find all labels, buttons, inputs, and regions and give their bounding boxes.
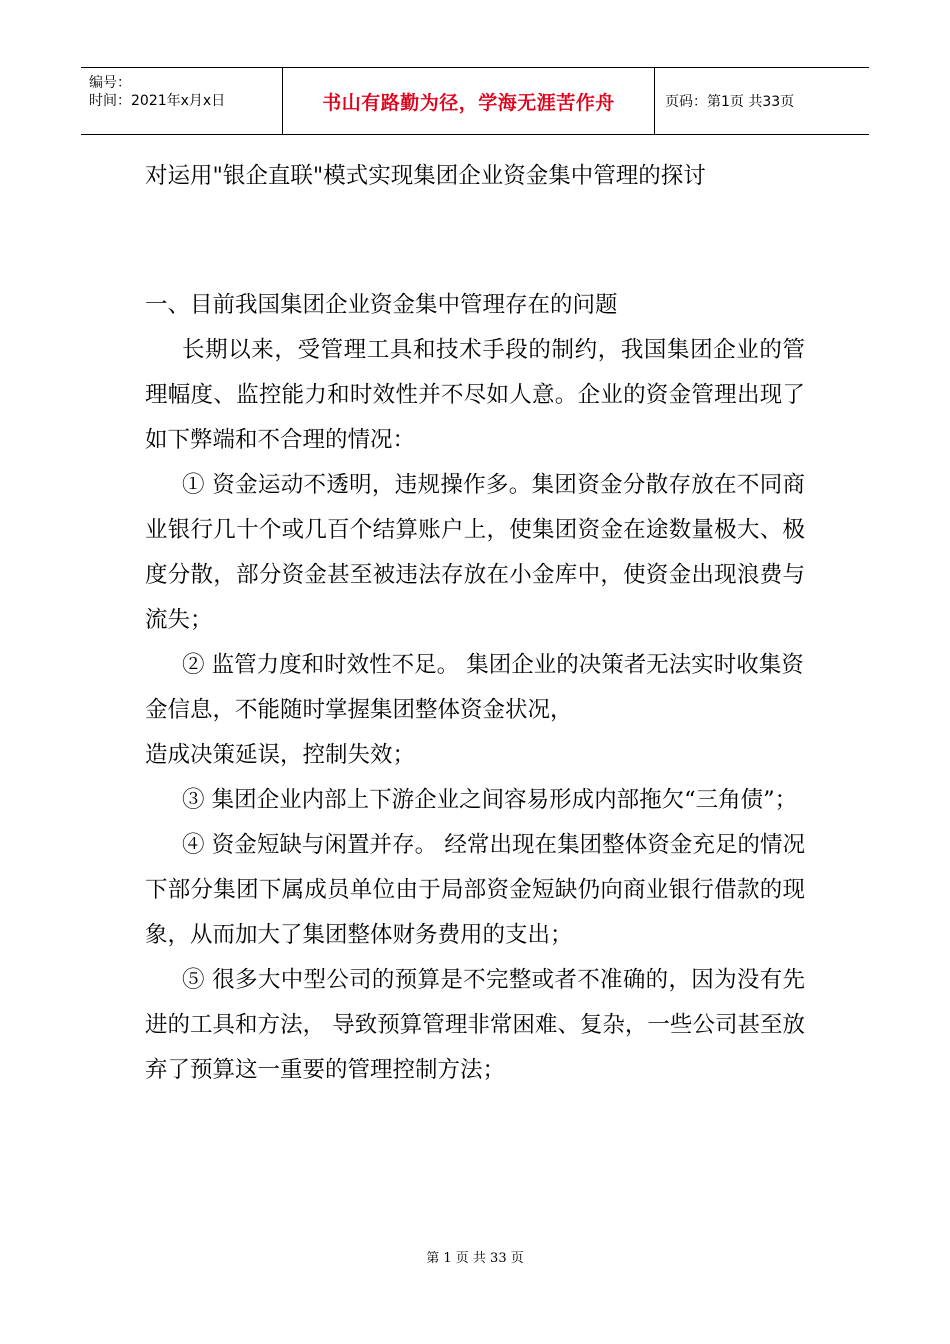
header-meta (81, 68, 283, 134)
paragraph: ② 监管力度和时效性不足。 集团企业的决策者无法实时收集资金信息，不能随时掌握集团整体资金状况， (145, 652, 804, 723)
document-number-label: 编号： (89, 75, 131, 91)
document-title: 对运用"银企直联"模式实现集团企业资金集中管理的探讨 (145, 163, 706, 189)
page-header (81, 67, 869, 135)
document-time-label: 时间：2021年x月x日 (89, 93, 226, 109)
paragraph: 长期以来，受管理工具和技术手段的制约，我国集团企业的管理幅度、监控能力和时效性并不尽如人意。企业的资金管理出现了如下弊端和不合理的情况： (145, 337, 805, 453)
paragraph: 造成决策延误，控制失效； (145, 742, 416, 768)
header-motto: 书山有路勤为径，学海无涯苦作舟 (322, 91, 615, 114)
header-motto-cell (283, 68, 655, 134)
paragraph: ④ 资金短缺与闲置并存。 经常出现在集团整体资金充足的情况下部分集团下属成员单位由于局部资金短缺仍向商业银行借款的现象，从而加大了集团整体财务费用的支出； (145, 832, 805, 948)
page-footer: 第 1 页 共 33 页 (426, 1251, 524, 1266)
paragraph: ① 资金运动不透明，违规操作多。集团资金分散存放在不同商业银行几十个或几百个结算账户上，使集团资金在途数量极大、极度分散，部分资金甚至被违法存放在小金库中，使资金出现浪费与流失； (145, 472, 805, 633)
paragraph: ③ 集团企业内部上下游企业之间容易形成内部拖欠“三角债”； (182, 787, 798, 813)
section-heading: 一、目前我国集团企业资金集中管理存在的问题 (145, 292, 618, 318)
header-page-info: 页码：第1页 共33页 (665, 94, 795, 110)
paragraph: ⑤ 很多大中型公司的预算是不完整或者不准确的，因为没有先进的工具和方法， 导致预算管理非常困难、复杂，一些公司甚至放弃了预算这一重要的管理控制方法； (145, 967, 805, 1083)
document-body (145, 283, 805, 1093)
